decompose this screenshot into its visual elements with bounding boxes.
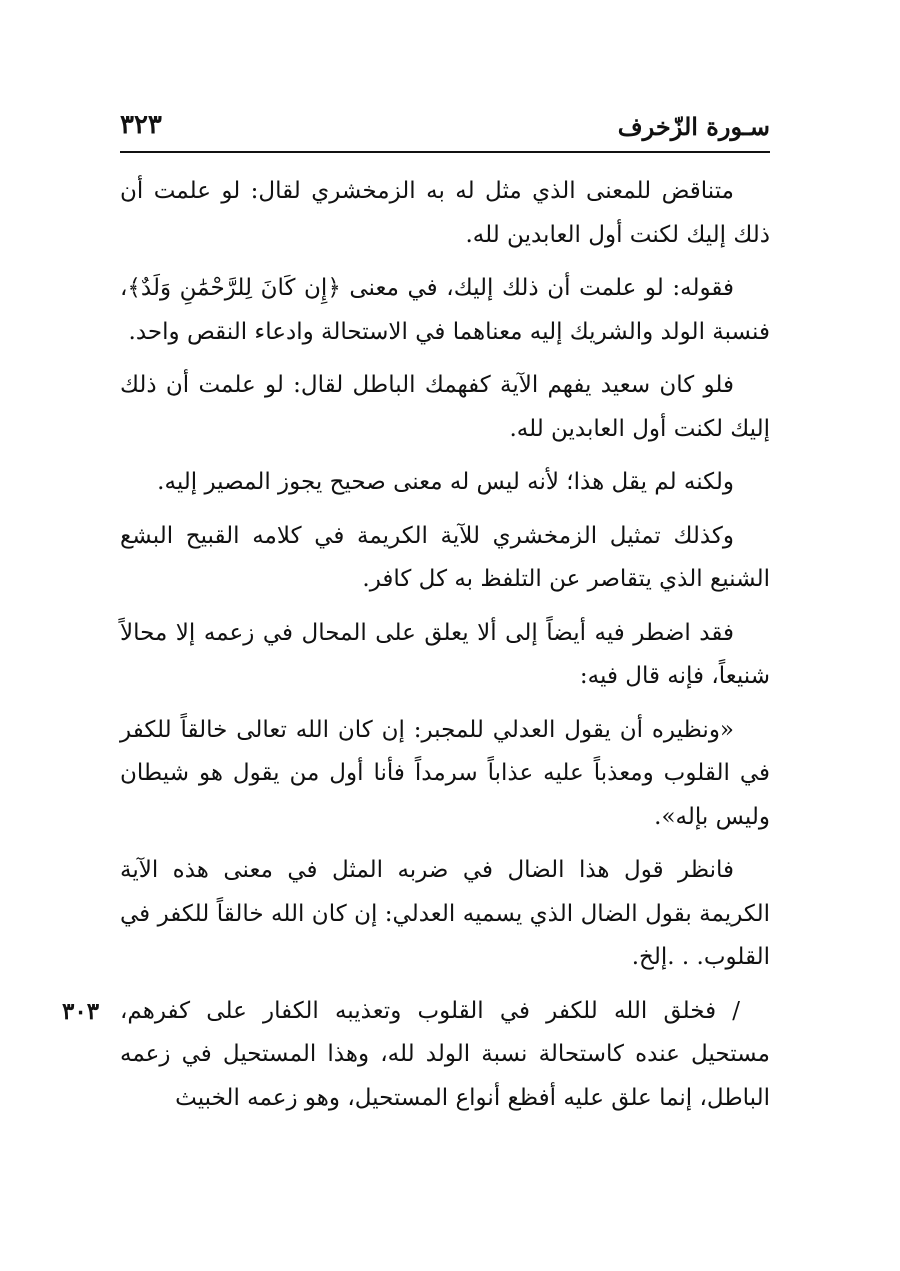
paragraph: «ونظيره أن يقول العدلي للمجبر: إن كان الله تعالى خالقاً للكفر في القلوب ومعذباً عليه عذاباً سرمداً فأنا أول من يقول هو شيطان وليس بإله». bbox=[120, 716, 770, 830]
paragraph: ولكنه لم يقل هذا؛ لأنه ليس له معنى صحيح يجوز المصير إليه. bbox=[157, 469, 734, 495]
paragraph: فقد اضطر فيه أيضاً إلى ألا يعلق على المحال في زعمه إلا محالاً شنيعاً، فإنه قال فيه: bbox=[120, 619, 770, 689]
paragraph: متناقض للمعنى الذي مثل له به الزمخشري لقال: لو علمت أن ذلك إليك لكنت أول العابدين لله. bbox=[120, 178, 770, 248]
surah-title: سـورة الزّخرف bbox=[617, 112, 770, 141]
page-body bbox=[62, 170, 770, 1130]
final-paragraph: / فخلق الله للكفر في القلوب وتعذيبه الكفار على كفرهم، مستحيل عنده كاستحالة نسبة الولد لله، وهذا المستحيل في زعمه الباطل، إنما علق عليه أفظع أنواع المستحيل، وهو زعمه الخبيث bbox=[120, 997, 770, 1111]
page-header bbox=[120, 108, 770, 148]
paragraph: فلو كان سعيد يفهم الآية كفهمك الباطل لقال: لو علمت أن ذلك إليك لكنت أول العابدين لله. bbox=[120, 372, 770, 442]
final-paragraph-block bbox=[62, 990, 770, 1121]
paragraph: وكذلك تمثيل الزمخشري للآية الكريمة في كلامه القبيح البشع الشنيع الذي يتقاصر عن التلفظ به كل كافر. bbox=[120, 522, 770, 592]
header-divider bbox=[120, 151, 770, 153]
paragraph: فقوله: لو علمت أن ذلك إليك، في معنى ﴿إِن كَانَ لِلرَّحْمَٰنِ وَلَدٌ﴾، فنسبة الولد والشريك إليه معناهما في الاستحالة وادعاء النقص واحد. bbox=[120, 275, 770, 345]
paragraph: فانظر قول هذا الضال في ضربه المثل في معنى هذه الآية الكريمة بقول الضال الذي يسميه العدلي: إن كان الله خالقاً للكفر في القلوب. . .إلخ. bbox=[120, 857, 770, 970]
page-number: ٣٢٣ bbox=[120, 110, 162, 140]
margin-page-reference: ٣٠٣ bbox=[62, 997, 100, 1025]
